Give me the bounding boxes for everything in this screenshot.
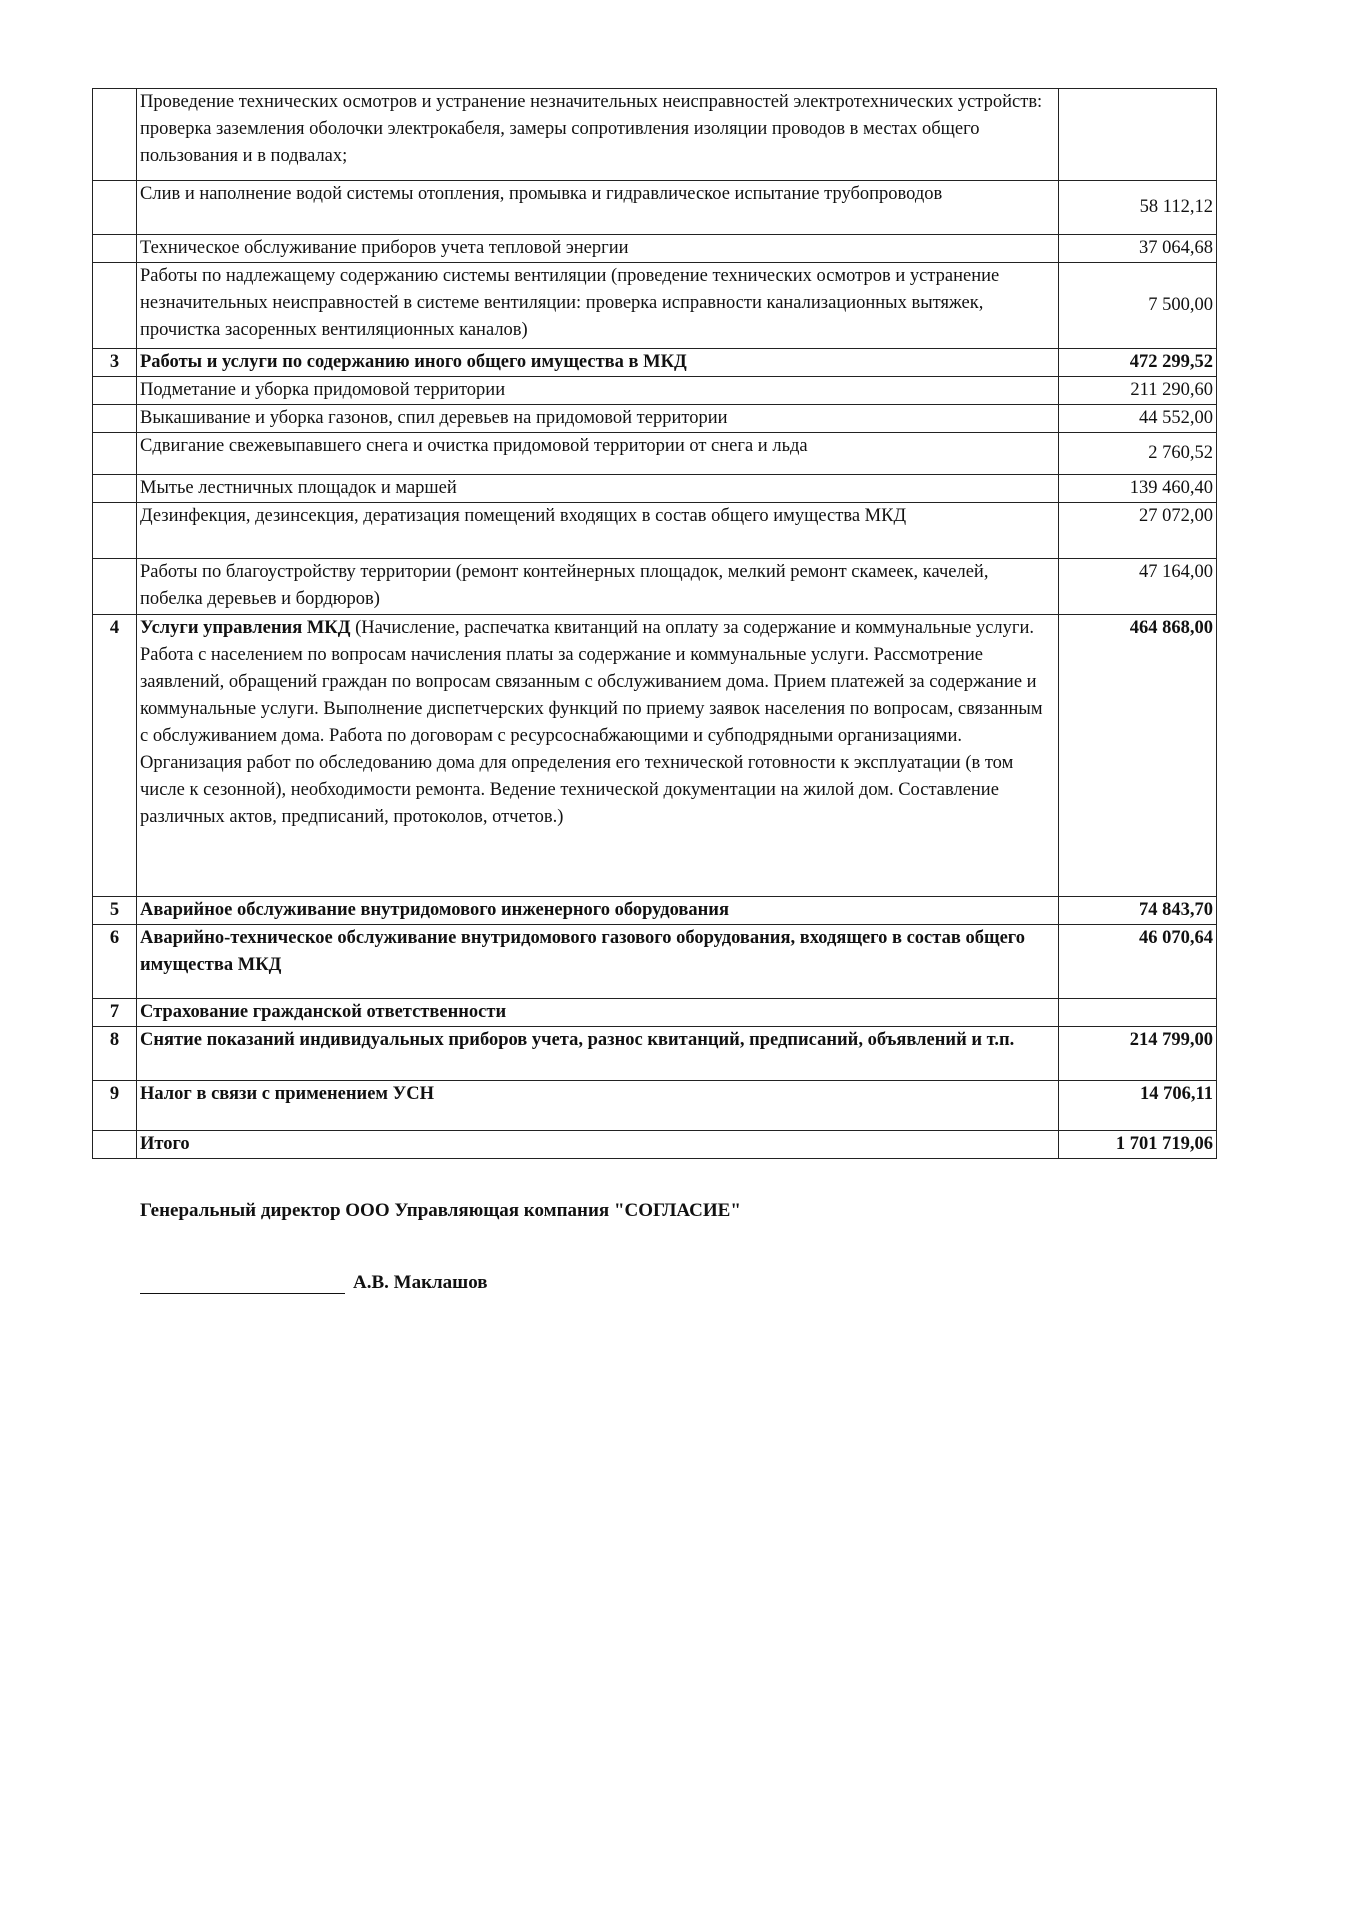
row-amount: 27 072,00 xyxy=(1059,503,1217,559)
table-row xyxy=(93,559,1217,615)
row-amount: 44 552,00 xyxy=(1059,405,1217,433)
row-amount: 464 868,00 xyxy=(1059,615,1217,897)
director-title: Генеральный директор ООО Управляющая компания "СОГЛАСИЕ" xyxy=(140,1200,741,1221)
row-amount: 46 070,64 xyxy=(1059,925,1217,999)
table-row xyxy=(93,181,1217,235)
row-number: 4 xyxy=(93,615,137,897)
section-title: Снятие показаний индивидуальных приборов учета, разнос квитанций, предписаний, объявлений и т.п. xyxy=(137,1027,1059,1081)
table-row xyxy=(93,263,1217,349)
section-title: Налог в связи с применением УСН xyxy=(137,1081,1059,1131)
row-amount: 47 164,00 xyxy=(1059,559,1217,615)
row-amount: 37 064,68 xyxy=(1059,235,1217,263)
section-title: Страхование гражданской ответственности xyxy=(137,999,1059,1027)
row-number xyxy=(93,181,137,235)
row-number: 3 xyxy=(93,349,137,377)
row-description: Работы по надлежащему содержанию системы вентиляции (проведение технических осмотров и устранение незначительных неисправностей в системе вентиляции: проверка исправности канализационных вытяжек, прочистка засоренных вентиляционных каналов) xyxy=(137,263,1059,349)
row-description: Подметание и уборка придомовой территории xyxy=(137,377,1059,405)
section-row xyxy=(93,349,1217,377)
row-amount: 139 460,40 xyxy=(1059,475,1217,503)
row-number xyxy=(93,89,137,181)
signature-underline xyxy=(140,1273,345,1294)
section-row xyxy=(93,615,1217,897)
section-details: (Начисление, распечатка квитанций на оплату за содержание и коммунальные услуги. Работа с населением по вопросам начисления платы за содержание и коммунальные услуги. Рассмотрение заявлений, обращений граждан по вопросам связанным с обслуживанием дома. Прием платежей за содержание и коммунальные услуги. Выполнение диспетчерских функций по приему заявок населения по вопросам, связанным с обслуживанием дома. Работа по договорам с ресурсоснабжающими и субподрядными организациями. Организация работ по обследованию дома для определения его технической готовности к эксплуатации (в том числе к сезонной), необходимости ремонта. Ведение технической документации на жилой дом. Составление различных актов, предписаний, протоколов, отчетов.) xyxy=(140,618,1043,827)
table-row xyxy=(93,405,1217,433)
section-title: Аварийное обслуживание внутридомового инженерного оборудования xyxy=(137,897,1059,925)
row-description: Сдвигание свежевыпавшего снега и очистка придомовой территории от снега и льда xyxy=(137,433,1059,475)
section-row xyxy=(93,1081,1217,1131)
table-row xyxy=(93,475,1217,503)
table-row xyxy=(93,377,1217,405)
row-number: 8 xyxy=(93,1027,137,1081)
row-amount: 214 799,00 xyxy=(1059,1027,1217,1081)
row-number xyxy=(93,475,137,503)
row-number xyxy=(93,559,137,615)
signatory-name: А.В. Маклашов xyxy=(353,1272,488,1293)
row-description: Работы по благоустройству территории (ремонт контейнерных площадок, мелкий ремонт скамеек, качелей, побелка деревьев и бордюров) xyxy=(137,559,1059,615)
table-row xyxy=(93,235,1217,263)
row-number xyxy=(93,1131,137,1159)
table-row xyxy=(93,433,1217,475)
row-description xyxy=(137,615,1059,897)
row-amount xyxy=(1059,999,1217,1027)
row-description: Дезинфекция, дезинсекция, дератизация помещений входящих в состав общего имущества МКД xyxy=(137,503,1059,559)
section-row xyxy=(93,925,1217,999)
row-amount: 211 290,60 xyxy=(1059,377,1217,405)
total-row xyxy=(93,1131,1217,1159)
row-number: 5 xyxy=(93,897,137,925)
row-number: 7 xyxy=(93,999,137,1027)
table-row xyxy=(93,503,1217,559)
row-amount: 2 760,52 xyxy=(1059,433,1217,475)
row-number xyxy=(93,263,137,349)
row-description: Выкашивание и уборка газонов, спил деревьев на придомовой территории xyxy=(137,405,1059,433)
section-title: Услуги управления МКД xyxy=(140,618,351,638)
row-amount xyxy=(1059,89,1217,181)
services-cost-table xyxy=(92,88,1217,1159)
row-number: 9 xyxy=(93,1081,137,1131)
row-amount: 472 299,52 xyxy=(1059,349,1217,377)
row-amount: 14 706,11 xyxy=(1059,1081,1217,1131)
row-description: Техническое обслуживание приборов учета тепловой энергии xyxy=(137,235,1059,263)
row-number xyxy=(93,503,137,559)
row-description: Проведение технических осмотров и устранение незначительных неисправностей электротехнических устройств: проверка заземления оболочки электрокабеля, замеры сопротивления изоляции проводов в местах общего пользования и в подвалах; xyxy=(137,89,1059,181)
row-description: Слив и наполнение водой системы отопления, промывка и гидравлическое испытание трубопроводов xyxy=(137,181,1059,235)
section-title: Аварийно-техническое обслуживание внутридомового газового оборудования, входящего в состав общего имущества МКД xyxy=(137,925,1059,999)
total-amount: 1 701 719,06 xyxy=(1059,1131,1217,1159)
row-number xyxy=(93,405,137,433)
section-row xyxy=(93,1027,1217,1081)
section-row xyxy=(93,897,1217,925)
row-amount: 74 843,70 xyxy=(1059,897,1217,925)
section-row xyxy=(93,999,1217,1027)
section-title: Работы и услуги по содержанию иного общего имущества в МКД xyxy=(137,349,1059,377)
row-amount: 58 112,12 xyxy=(1059,181,1217,235)
row-number xyxy=(93,235,137,263)
row-number xyxy=(93,377,137,405)
row-amount: 7 500,00 xyxy=(1059,263,1217,349)
row-description: Мытье лестничных площадок и маршей xyxy=(137,475,1059,503)
table-row xyxy=(93,89,1217,181)
signature-block xyxy=(140,1272,488,1294)
row-number xyxy=(93,433,137,475)
total-label: Итого xyxy=(137,1131,1059,1159)
row-number: 6 xyxy=(93,925,137,999)
